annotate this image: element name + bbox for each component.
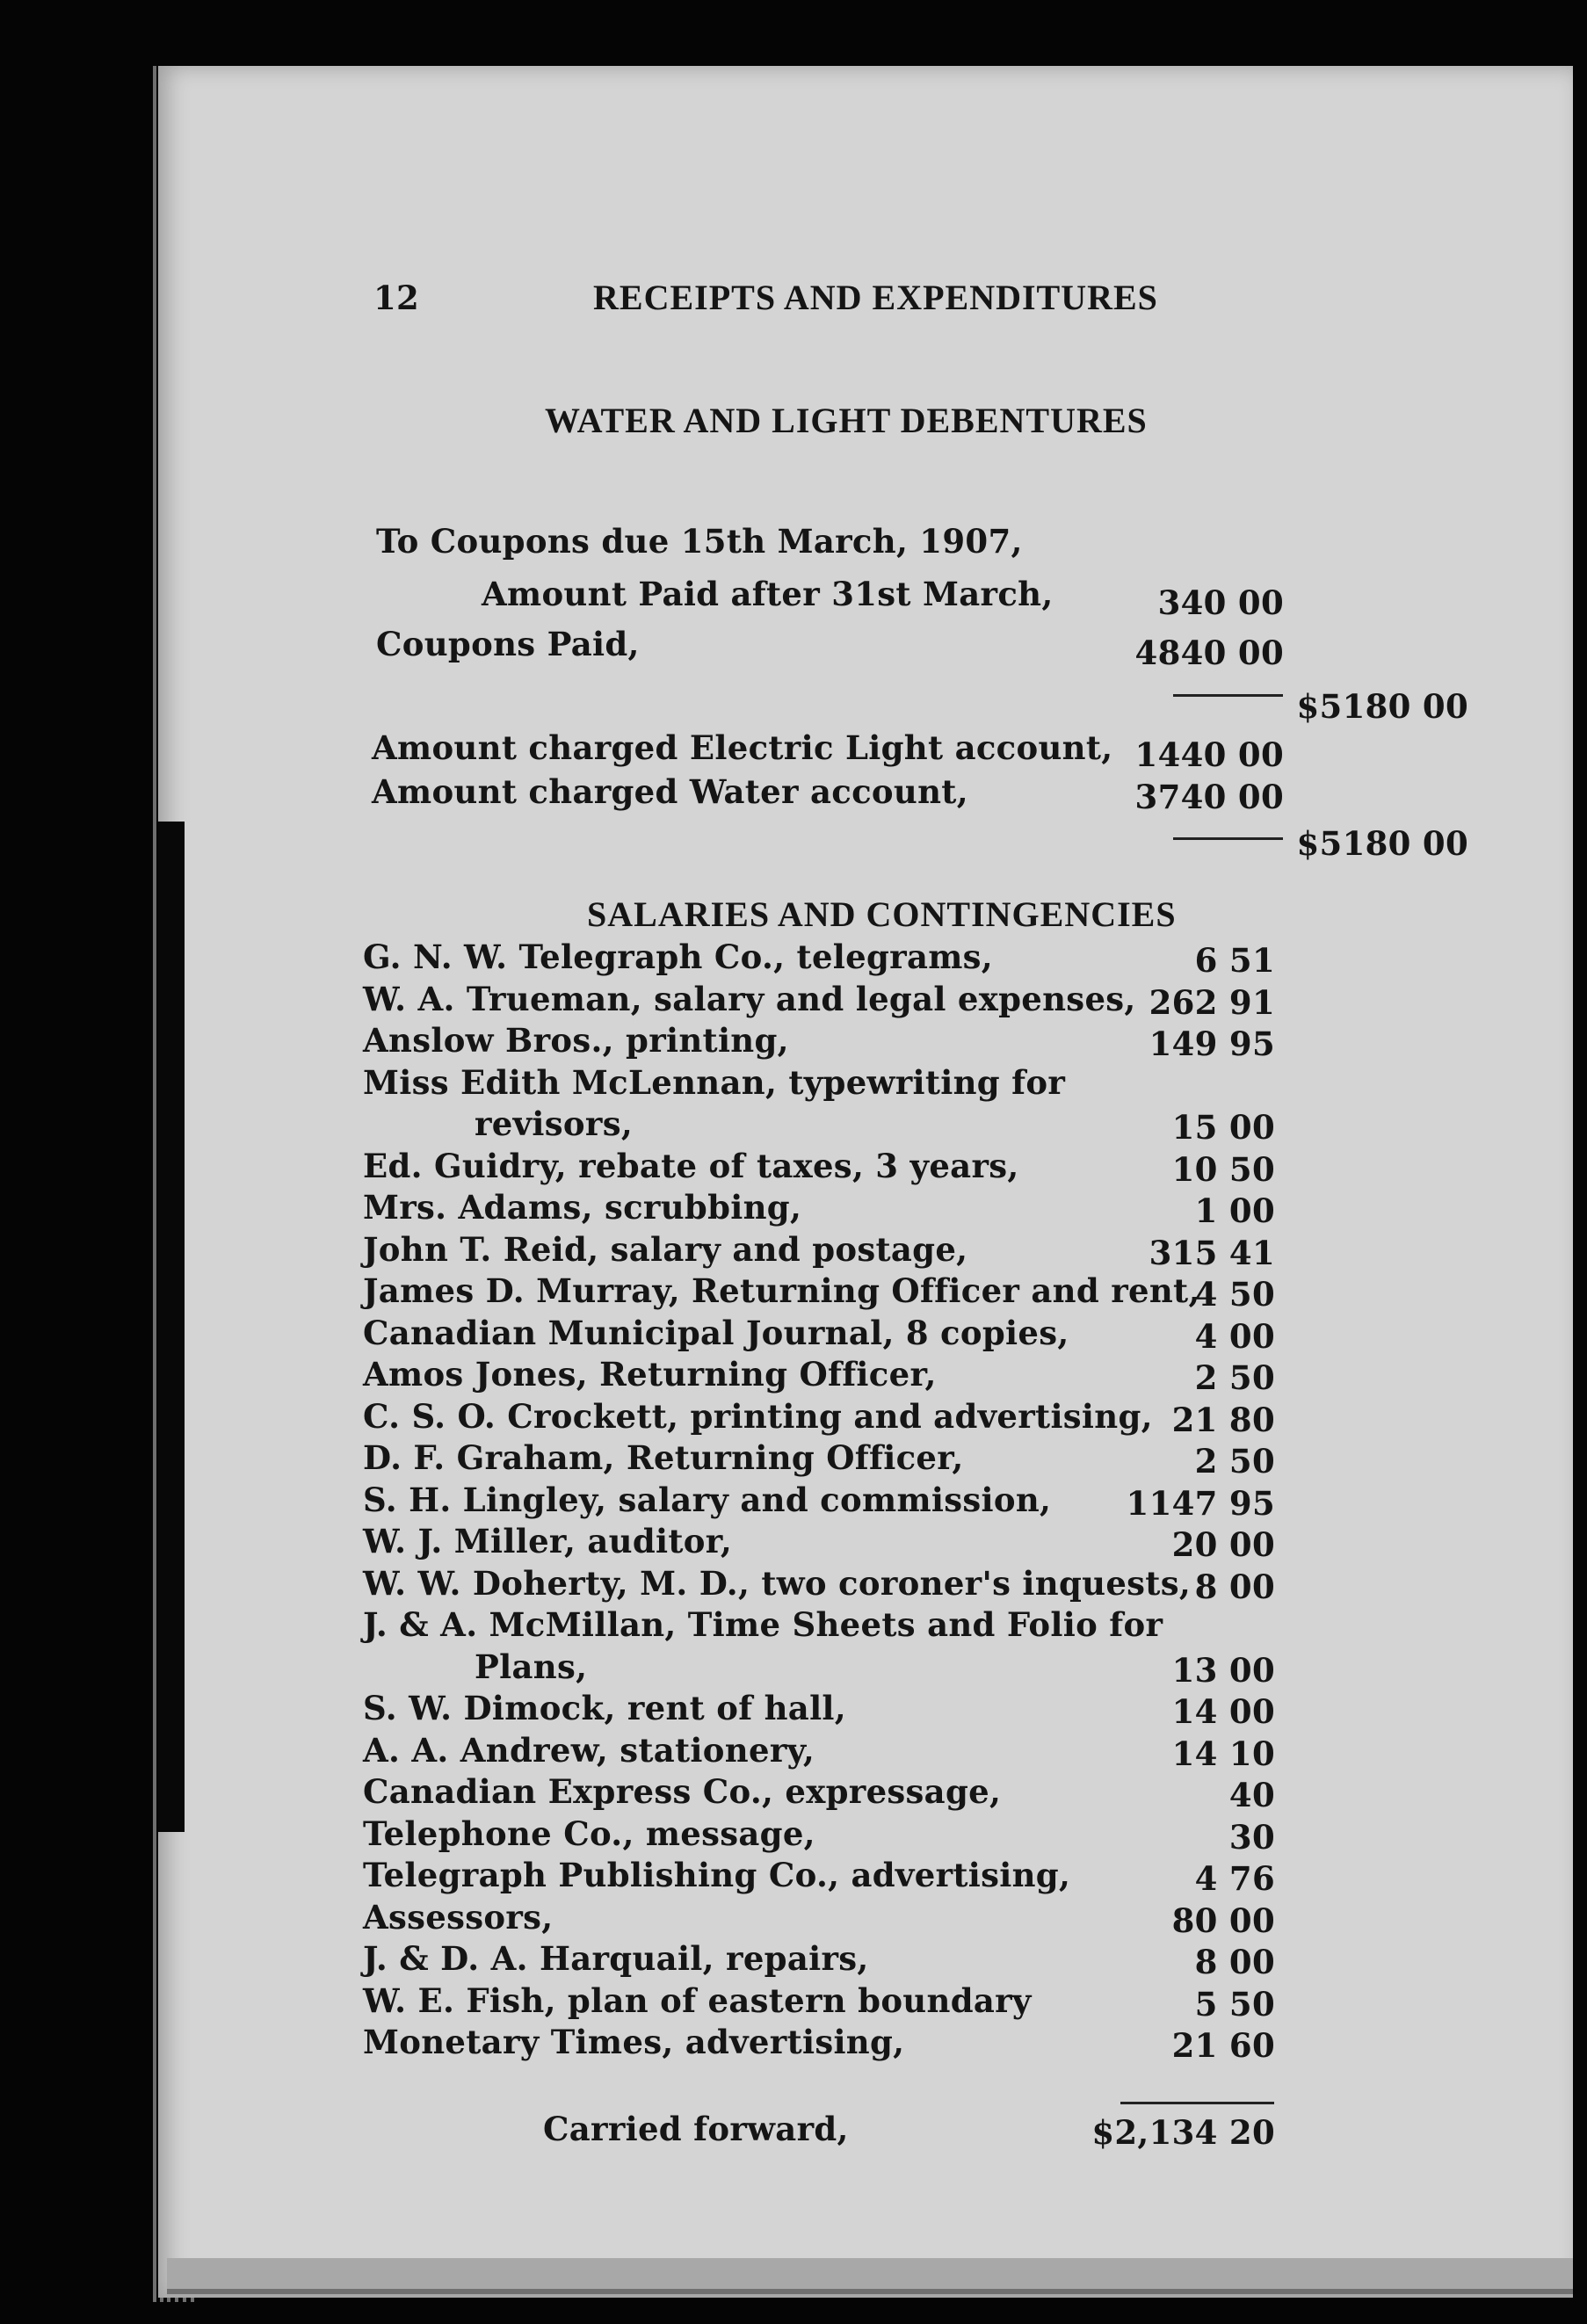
salary-item-label: C. S. O. Crockett, printing and advertising, — [363, 1397, 1153, 1436]
salary-item-label: Mrs. Adams, scrubbing, — [363, 1188, 802, 1227]
salary-item-label: Telegraph Publishing Co., advertising, — [363, 1856, 1071, 1894]
salary-item-label: G. N. W. Telegraph Co., telegrams, — [363, 938, 993, 976]
ledger-line-amount: 340 00 — [1157, 583, 1284, 622]
ledger-line-label: Amount Paid after 31st March, — [482, 575, 1054, 613]
salary-item-amount: 80 00 — [1171, 1901, 1275, 1940]
salary-item-label: Miss Edith McLennan, typewriting for — [363, 1063, 1066, 1102]
charge-line-label: Amount charged Electric Light account, — [372, 728, 1113, 767]
salary-item-amount: 13 00 — [1171, 1651, 1275, 1690]
total-rule — [1173, 837, 1283, 840]
charge-line-amount: 1440 00 — [1134, 735, 1284, 774]
salary-item-amount: 21 80 — [1171, 1401, 1275, 1439]
salary-item-amount: 10 50 — [1171, 1150, 1275, 1189]
salary-item-label: Canadian Municipal Journal, 8 copies, — [363, 1314, 1069, 1352]
salary-item-amount: 2 50 — [1194, 1358, 1275, 1397]
salary-item-label: Assessors, — [363, 1898, 554, 1937]
salary-item-label: Canadian Express Co., expressage, — [363, 1772, 1002, 1811]
binding-shadow — [158, 822, 185, 1832]
salary-item-amount: 2 50 — [1194, 1442, 1275, 1481]
salary-item-label: D. F. Graham, Returning Officer, — [363, 1438, 964, 1477]
ledger-line-label: Coupons Paid, — [376, 625, 640, 663]
salary-item-label: Amos Jones, Returning Officer, — [363, 1355, 937, 1394]
salary-item-label: W. A. Trueman, salary and legal expenses, — [363, 980, 1136, 1018]
section-heading-salaries: SALARIES AND CONTINGENCIES — [587, 894, 1177, 934]
salary-item-label: W. W. Doherty, M. D., two coroner's inquests, — [363, 1564, 1192, 1603]
salary-item-amount: 4 76 — [1194, 1859, 1275, 1898]
salary-item-amount: 21 60 — [1171, 2026, 1275, 2065]
salary-item-label: Monetary Times, advertising, — [363, 2023, 905, 2061]
salary-item-label: J. & A. McMillan, Time Sheets and Folio for — [363, 1605, 1163, 1644]
salary-item-label: A. A. Andrew, stationery, — [363, 1731, 815, 1770]
subtotal-rule — [1173, 694, 1283, 697]
salary-item-label: Ed. Guidry, rebate of taxes, 3 years, — [363, 1147, 1019, 1185]
salary-item-label: S. H. Lingley, salary and commission, — [363, 1481, 1052, 1519]
salary-item-amount: 1147 95 — [1126, 1484, 1275, 1523]
salary-item-label: Plans, — [475, 1647, 588, 1686]
salary-item-amount: 6 51 — [1194, 941, 1275, 980]
ledger-line-label: To Coupons due 15th March, 1907, — [376, 522, 1023, 561]
salary-item-label: James D. Murray, Returning Officer and rent, — [363, 1271, 1200, 1310]
salary-item-amount: 262 91 — [1149, 983, 1275, 1022]
salary-item-amount: 30 — [1228, 1818, 1275, 1857]
charge-line-amount: 3740 00 — [1134, 778, 1284, 816]
salary-item-amount: 40 — [1228, 1776, 1275, 1814]
salary-item-amount: 15 00 — [1171, 1108, 1275, 1147]
page-bottom-rule — [167, 2289, 1573, 2294]
subtotal-amount: $5180 00 — [1296, 687, 1468, 726]
salary-item-amount: 20 00 — [1171, 1525, 1275, 1564]
salary-item-label: John T. Reid, salary and postage, — [363, 1230, 968, 1269]
page-number: 12 — [373, 279, 420, 317]
section-heading-water-light: WATER AND LIGHT DEBENTURES — [545, 401, 1148, 440]
salary-item-amount: 8 00 — [1194, 1567, 1275, 1606]
salary-item-amount: 315 41 — [1149, 1234, 1275, 1272]
salary-item-amount: 149 95 — [1149, 1024, 1275, 1063]
salary-item-amount: 4 00 — [1194, 1317, 1275, 1356]
salary-item-label: Anslow Bros., printing, — [363, 1021, 789, 1060]
salary-item-label: W. E. Fish, plan of eastern boundary — [363, 1981, 1032, 2020]
charge-line-label: Amount charged Water account, — [372, 772, 968, 811]
ledger-line-amount: 4840 00 — [1134, 633, 1284, 672]
salary-item-label: J. & D. A. Harquail, repairs, — [363, 1939, 869, 1978]
salary-item-label: Telephone Co., message, — [363, 1814, 815, 1853]
salary-item-amount: 4 50 — [1194, 1275, 1275, 1314]
salary-item-label: W. J. Miller, auditor, — [363, 1522, 733, 1560]
carried-forward-label: Carried forward, — [543, 2110, 849, 2148]
salary-item-amount: 5 50 — [1194, 1985, 1275, 2024]
salary-item-amount: 1 00 — [1194, 1191, 1275, 1230]
salary-item-label: revisors, — [475, 1104, 634, 1143]
carried-forward-rule — [1120, 2102, 1274, 2104]
salary-item-amount: 14 00 — [1171, 1692, 1275, 1731]
total-amount: $5180 00 — [1296, 824, 1468, 863]
running-head: RECEIPTS AND EXPENDITURES — [593, 278, 1158, 317]
salary-item-label: S. W. Dimock, rent of hall, — [363, 1689, 846, 1727]
carried-forward-amount: $2,134 20 — [1091, 2113, 1275, 2152]
salary-item-amount: 8 00 — [1194, 1943, 1275, 1981]
salary-item-amount: 14 10 — [1171, 1734, 1275, 1773]
